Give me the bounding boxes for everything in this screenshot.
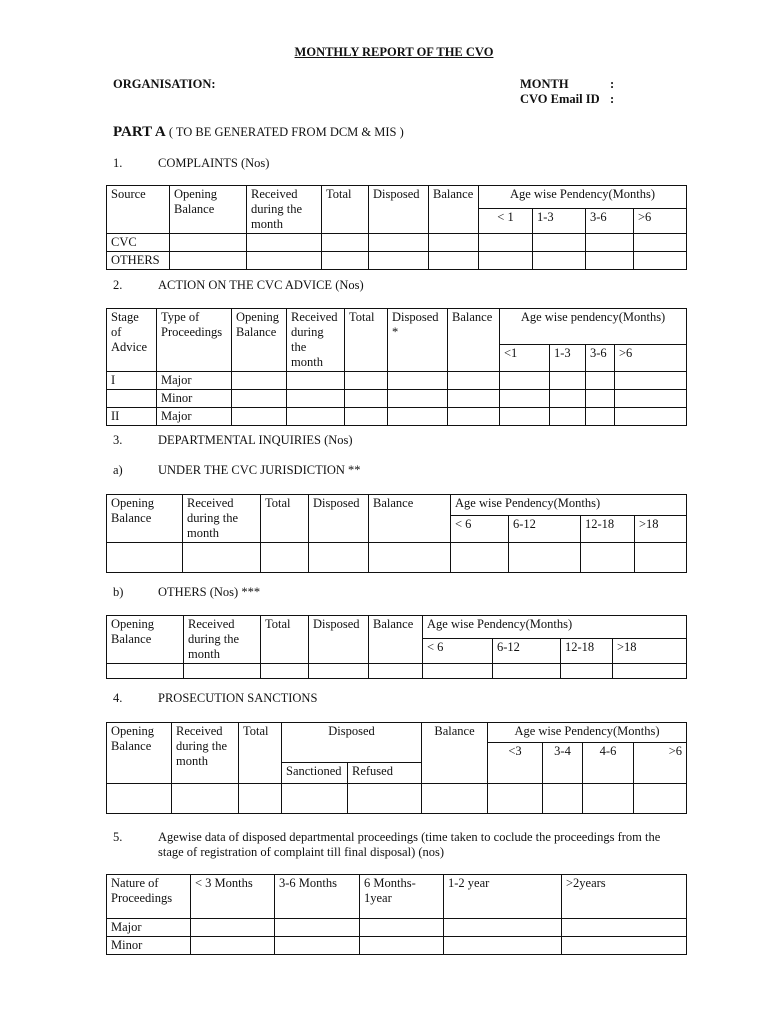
col-received: Received during the month	[183, 495, 261, 543]
age-col: 12-18	[581, 516, 635, 543]
section-3b-letter: b)	[113, 585, 124, 599]
table-row	[107, 664, 687, 679]
age-col: 4-6	[583, 743, 634, 784]
table-row	[107, 937, 687, 955]
complaints-table	[106, 185, 687, 270]
col-total: Total	[261, 616, 309, 664]
col-received: Received during the month	[184, 616, 261, 664]
col-refused: Refused	[348, 763, 422, 784]
row-label: Major	[107, 919, 191, 937]
col-disposed: Disposed	[309, 495, 369, 543]
section-2-number: 2.	[113, 278, 123, 292]
age-col: 3-6	[586, 209, 634, 234]
row-stage: II	[107, 408, 157, 426]
section-5-title: Agewise data of disposed departmental proceedings (time taken to coclude the proceedings from the stage of registration of complaint till final disposal) (nos)	[158, 830, 661, 859]
col-disposed: Disposed *	[388, 309, 448, 372]
age-col: <3	[488, 743, 543, 784]
col-balance: Balance	[369, 495, 451, 543]
age-col: >18	[635, 516, 687, 543]
email-colon: :	[610, 92, 615, 106]
col-total: Total	[345, 309, 388, 372]
row-label: CVC	[107, 234, 170, 252]
table-row	[107, 408, 687, 426]
table-row	[107, 784, 687, 814]
age-col: 12-18	[561, 639, 613, 664]
table-row	[107, 543, 687, 573]
row-stage	[107, 390, 157, 408]
age-col: < 1	[479, 209, 533, 234]
row-label: Minor	[107, 937, 191, 955]
col-type: Type of Proceedings	[157, 309, 232, 372]
col-opening-balance: Opening Balance	[232, 309, 287, 372]
row-type: Major	[157, 408, 232, 426]
col-source: Source	[107, 186, 170, 234]
col-1-2-year: 1-2 year	[444, 875, 562, 919]
report-title: MONTHLY REPORT OF THE CVO	[294, 45, 494, 59]
age-col: >6	[615, 344, 687, 371]
section-3b-title: OTHERS (Nos) ***	[158, 585, 261, 599]
section-3a-title: UNDER THE CVC JURISDICTION **	[158, 463, 361, 477]
col-less-3-months: < 3 Months	[191, 875, 275, 919]
col-total: Total	[261, 495, 309, 543]
age-col: < 6	[423, 639, 493, 664]
section-3-title: DEPARTMENTAL INQUIRIES (Nos)	[158, 433, 353, 447]
month-colon: :	[610, 77, 615, 91]
disposed-proceedings-table	[106, 874, 687, 955]
table-row	[107, 372, 687, 390]
col-age-pendency: Age wise pendency(Months)	[500, 309, 687, 345]
col-received: Received during the month	[247, 186, 322, 234]
section-4-title: PROSECUTION SANCTIONS	[158, 691, 318, 705]
col-opening-balance: Opening Balance	[107, 495, 183, 543]
col-balance: Balance	[429, 186, 479, 234]
table-row	[107, 390, 687, 408]
age-col: 6-12	[493, 639, 561, 664]
part-a-note: ( TO BE GENERATED FROM DCM & MIS )	[168, 125, 404, 139]
row-label: OTHERS	[107, 252, 170, 270]
col-total: Total	[239, 723, 282, 784]
month-label: MONTH	[520, 77, 569, 91]
col-stage: Stage of Advice	[107, 309, 157, 372]
age-col: >18	[613, 639, 687, 664]
col-nature: Nature of Proceedings	[107, 875, 191, 919]
age-col: <1	[500, 344, 550, 371]
section-5-number: 5.	[113, 830, 123, 844]
col-opening-balance: Opening Balance	[170, 186, 247, 234]
section-3a-letter: a)	[113, 463, 123, 477]
age-col: >6	[634, 209, 687, 234]
col-age-pendency: Age wise Pendency(Months)	[479, 186, 687, 209]
col-disposed: Disposed	[369, 186, 429, 234]
col-received: Received during the month	[172, 723, 239, 784]
age-col: >6	[634, 743, 687, 784]
age-col: 6-12	[509, 516, 581, 543]
table-row	[107, 234, 687, 252]
col-opening-balance: Opening Balance	[107, 723, 172, 784]
col-balance: Balance	[422, 723, 488, 784]
age-col: < 6	[451, 516, 509, 543]
prosecution-table	[106, 722, 687, 814]
age-col: 1-3	[533, 209, 586, 234]
col-balance: Balance	[369, 616, 423, 664]
part-a-label: PART A	[113, 124, 166, 140]
cvc-advice-table	[106, 308, 687, 426]
section-2-title: ACTION ON THE CVC ADVICE (Nos)	[158, 278, 364, 292]
row-type: Minor	[157, 390, 232, 408]
age-col: 3-4	[543, 743, 583, 784]
col-3-6-months: 3-6 Months	[275, 875, 360, 919]
inquiries-cvc-table	[106, 494, 687, 573]
section-3-number: 3.	[113, 433, 123, 447]
table-row	[107, 919, 687, 937]
row-stage: I	[107, 372, 157, 390]
organisation-label: ORGANISATION:	[113, 77, 216, 91]
section-4-number: 4.	[113, 691, 123, 705]
col-disposed: Disposed	[309, 616, 369, 664]
col-disposed: Disposed	[282, 723, 422, 763]
col-age-pendency: Age wise Pendency(Months)	[451, 495, 687, 516]
part-a-heading	[113, 124, 404, 141]
section-1-number: 1.	[113, 156, 123, 170]
col-age-pendency: Age wise Pendency(Months)	[488, 723, 687, 743]
col-age-pendency: Age wise Pendency(Months)	[423, 616, 687, 639]
col-received: Received during the month	[287, 309, 345, 372]
table-row	[107, 252, 687, 270]
col-opening-balance: Opening Balance	[107, 616, 184, 664]
col-sanctioned: Sanctioned	[282, 763, 348, 784]
age-col: 1-3	[550, 344, 586, 371]
section-1-title: COMPLAINTS (Nos)	[158, 156, 270, 170]
col-balance: Balance	[448, 309, 500, 372]
inquiries-others-table	[106, 615, 687, 679]
row-type: Major	[157, 372, 232, 390]
col-over-2-years: >2years	[562, 875, 687, 919]
email-label: CVO Email ID	[520, 92, 600, 106]
col-6-months-1-year: 6 Months-1year	[360, 875, 444, 919]
col-total: Total	[322, 186, 369, 234]
age-col: 3-6	[586, 344, 615, 371]
